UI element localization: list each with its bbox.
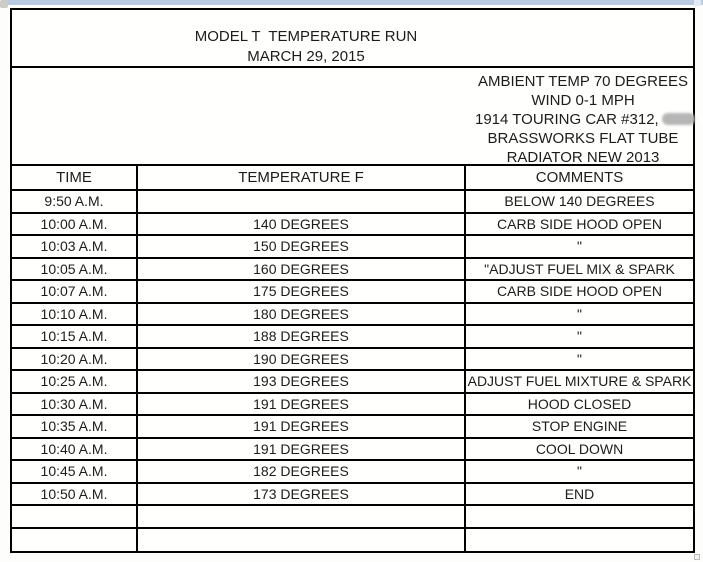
- comment-cell: ": [466, 304, 693, 327]
- temperature-cell: 173 DEGREES: [138, 484, 466, 507]
- temperature-cell: 182 DEGREES: [138, 461, 466, 484]
- time-cell: 10:03 A.M.: [12, 236, 138, 259]
- redaction-blur: [662, 113, 695, 125]
- temperature-cell: 160 DEGREES: [138, 259, 466, 282]
- comment-cell: BELOW 140 DEGREES: [466, 191, 693, 214]
- comment-cell: ": [466, 349, 693, 372]
- temperature-cell: 180 DEGREES: [138, 304, 466, 327]
- temperature-cell: [138, 191, 466, 214]
- document-title-block: [12, 10, 693, 68]
- info-line-text: BRASSWORKS FLAT TUBE: [487, 130, 679, 147]
- temperature-cell: 191 DEGREES: [138, 416, 466, 439]
- time-cell: 10:20 A.M.: [12, 349, 138, 372]
- time-cell: [12, 506, 138, 529]
- info-line-car: [475, 110, 691, 129]
- temperature-cell: 140 DEGREES: [138, 214, 466, 237]
- column-header-comments: COMMENTS: [466, 166, 693, 191]
- comment-cell: STOP ENGINE: [466, 416, 693, 439]
- document-date: MARCH 29, 2015: [247, 48, 365, 65]
- comment-cell: END: [466, 484, 693, 507]
- info-line-radiator-make: [475, 129, 691, 148]
- comment-cell: CARB SIDE HOOD OPEN: [466, 281, 693, 304]
- window-corner-fragment-top-left: [0, 0, 8, 8]
- time-cell: 9:50 A.M.: [12, 191, 138, 214]
- time-cell: 10:15 A.M.: [12, 326, 138, 349]
- document-page: [10, 8, 695, 553]
- info-line-text: 1914 TOURING CAR #312,: [475, 111, 659, 128]
- info-line-text: AMBIENT TEMP 70 DEGREES: [477, 73, 689, 90]
- test-conditions-lines: [475, 72, 691, 167]
- temperature-cell: 175 DEGREES: [138, 281, 466, 304]
- temperature-cell: 191 DEGREES: [138, 394, 466, 417]
- temperature-cell: 150 DEGREES: [138, 236, 466, 259]
- time-cell: 10:50 A.M.: [12, 484, 138, 507]
- time-cell: 10:05 A.M.: [12, 259, 138, 282]
- comment-cell: HOOD CLOSED: [466, 394, 693, 417]
- info-line-radiator-year: [475, 148, 691, 167]
- comment-cell: CARB SIDE HOOD OPEN: [466, 214, 693, 237]
- info-line-ambient-temp: [475, 72, 691, 91]
- time-cell: 10:10 A.M.: [12, 304, 138, 327]
- comment-cell: ": [466, 236, 693, 259]
- temperature-cell: 191 DEGREES: [138, 439, 466, 462]
- comment-cell: ": [466, 461, 693, 484]
- comment-cell: ADJUST FUEL MIXTURE & SPARK: [466, 371, 693, 394]
- time-cell: 10:00 A.M.: [12, 214, 138, 237]
- time-cell: 10:25 A.M.: [12, 371, 138, 394]
- info-line-text: WIND 0-1 MPH: [531, 92, 635, 109]
- column-header-time: TIME: [12, 166, 138, 191]
- temperature-cell: [138, 506, 466, 529]
- comment-cell: [466, 529, 693, 552]
- temperature-cell: 188 DEGREES: [138, 326, 466, 349]
- time-cell: 10:30 A.M.: [12, 394, 138, 417]
- test-conditions-block: [12, 68, 693, 166]
- document-title: MODEL T TEMPERATURE RUN: [194, 28, 418, 45]
- resize-handle-fragment: [694, 554, 700, 560]
- temperature-cell: 190 DEGREES: [138, 349, 466, 372]
- window-edge-strip: [5, 0, 703, 5]
- comment-cell: COOL DOWN: [466, 439, 693, 462]
- window-corner-fragment-top-right: [694, 0, 701, 6]
- comment-cell: "ADJUST FUEL MIX & SPARK: [466, 259, 693, 282]
- comment-cell: ": [466, 326, 693, 349]
- time-cell: 10:40 A.M.: [12, 439, 138, 462]
- time-cell: 10:07 A.M.: [12, 281, 138, 304]
- info-line-wind: [475, 91, 691, 110]
- data-grid: [12, 166, 693, 551]
- time-cell: [12, 529, 138, 552]
- temperature-cell: [138, 529, 466, 552]
- comment-cell: [466, 506, 693, 529]
- info-line-text: RADIATOR NEW 2013: [506, 149, 660, 166]
- time-cell: 10:35 A.M.: [12, 416, 138, 439]
- time-cell: 10:45 A.M.: [12, 461, 138, 484]
- temperature-cell: 193 DEGREES: [138, 371, 466, 394]
- column-header-temperature: TEMPERATURE F: [138, 166, 466, 191]
